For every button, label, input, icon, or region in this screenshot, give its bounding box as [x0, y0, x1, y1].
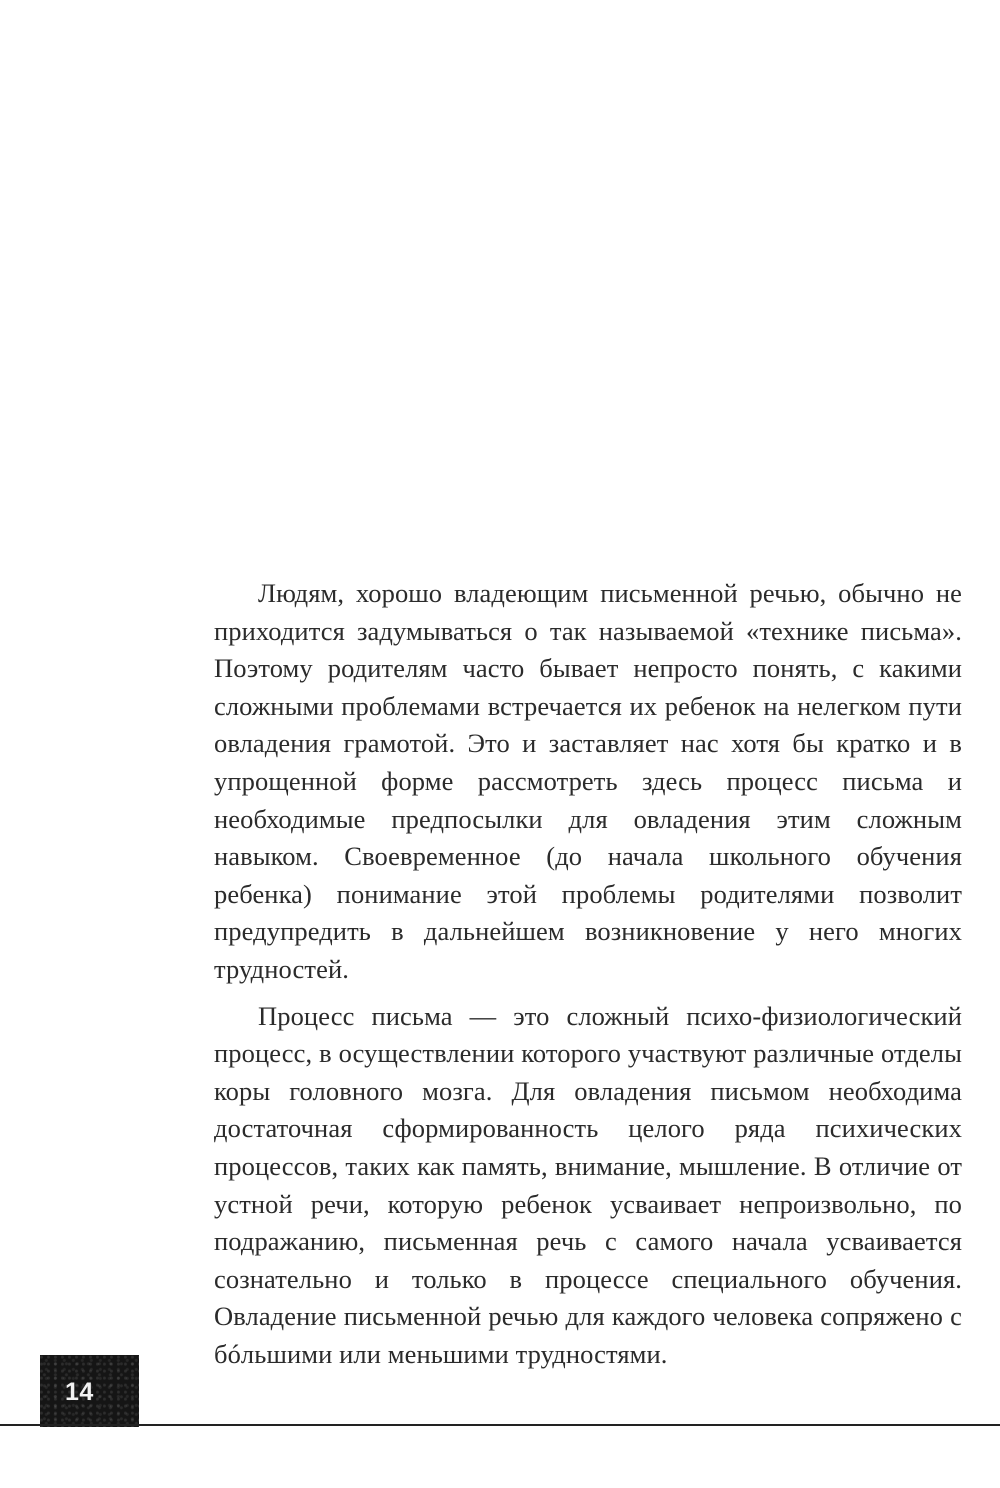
footer-rule	[0, 1424, 1000, 1426]
paragraph-2: Процесс письма — это сложный психо-физиологический процесс, в осуществлении которого участвуют различные отделы коры головного мозга. Для овладения письмом необходима достаточная сформированность целого ряда психических процессов, таких как память, внимание, мышление. В отличие от устной речи, которую ребенок усваивает непроизвольно, по подражанию, письменная речь с самого начала усваивается сознательно и только в процессе специального обучения. Овладение письменной речью для каждого человека сопряжено с бóльшими или меньшими трудностями.	[214, 1000, 962, 1369]
paragraph-1: Людям, хорошо владеющим письменной речью, обычно не приходится задумываться о так называемой «технике письма». Поэтому родителям часто бывает непросто понять, с какими сложными проблемами встречается их ребенок на нелегком пути овладения грамотой. Это и заставляет нас хотя бы кратко и в упрощенной форме рассмотреть здесь процесс письма и необходимые предпосылки для овладения этим сложным навыком. Своевременное (до начала школьного обучения ребенка) понимание этой проблемы родителями позволит предупредить в дальнейшем возникновение у него многих трудностей.	[214, 578, 962, 984]
body-text	[214, 575, 962, 1373]
page-number: 14	[65, 1378, 94, 1406]
